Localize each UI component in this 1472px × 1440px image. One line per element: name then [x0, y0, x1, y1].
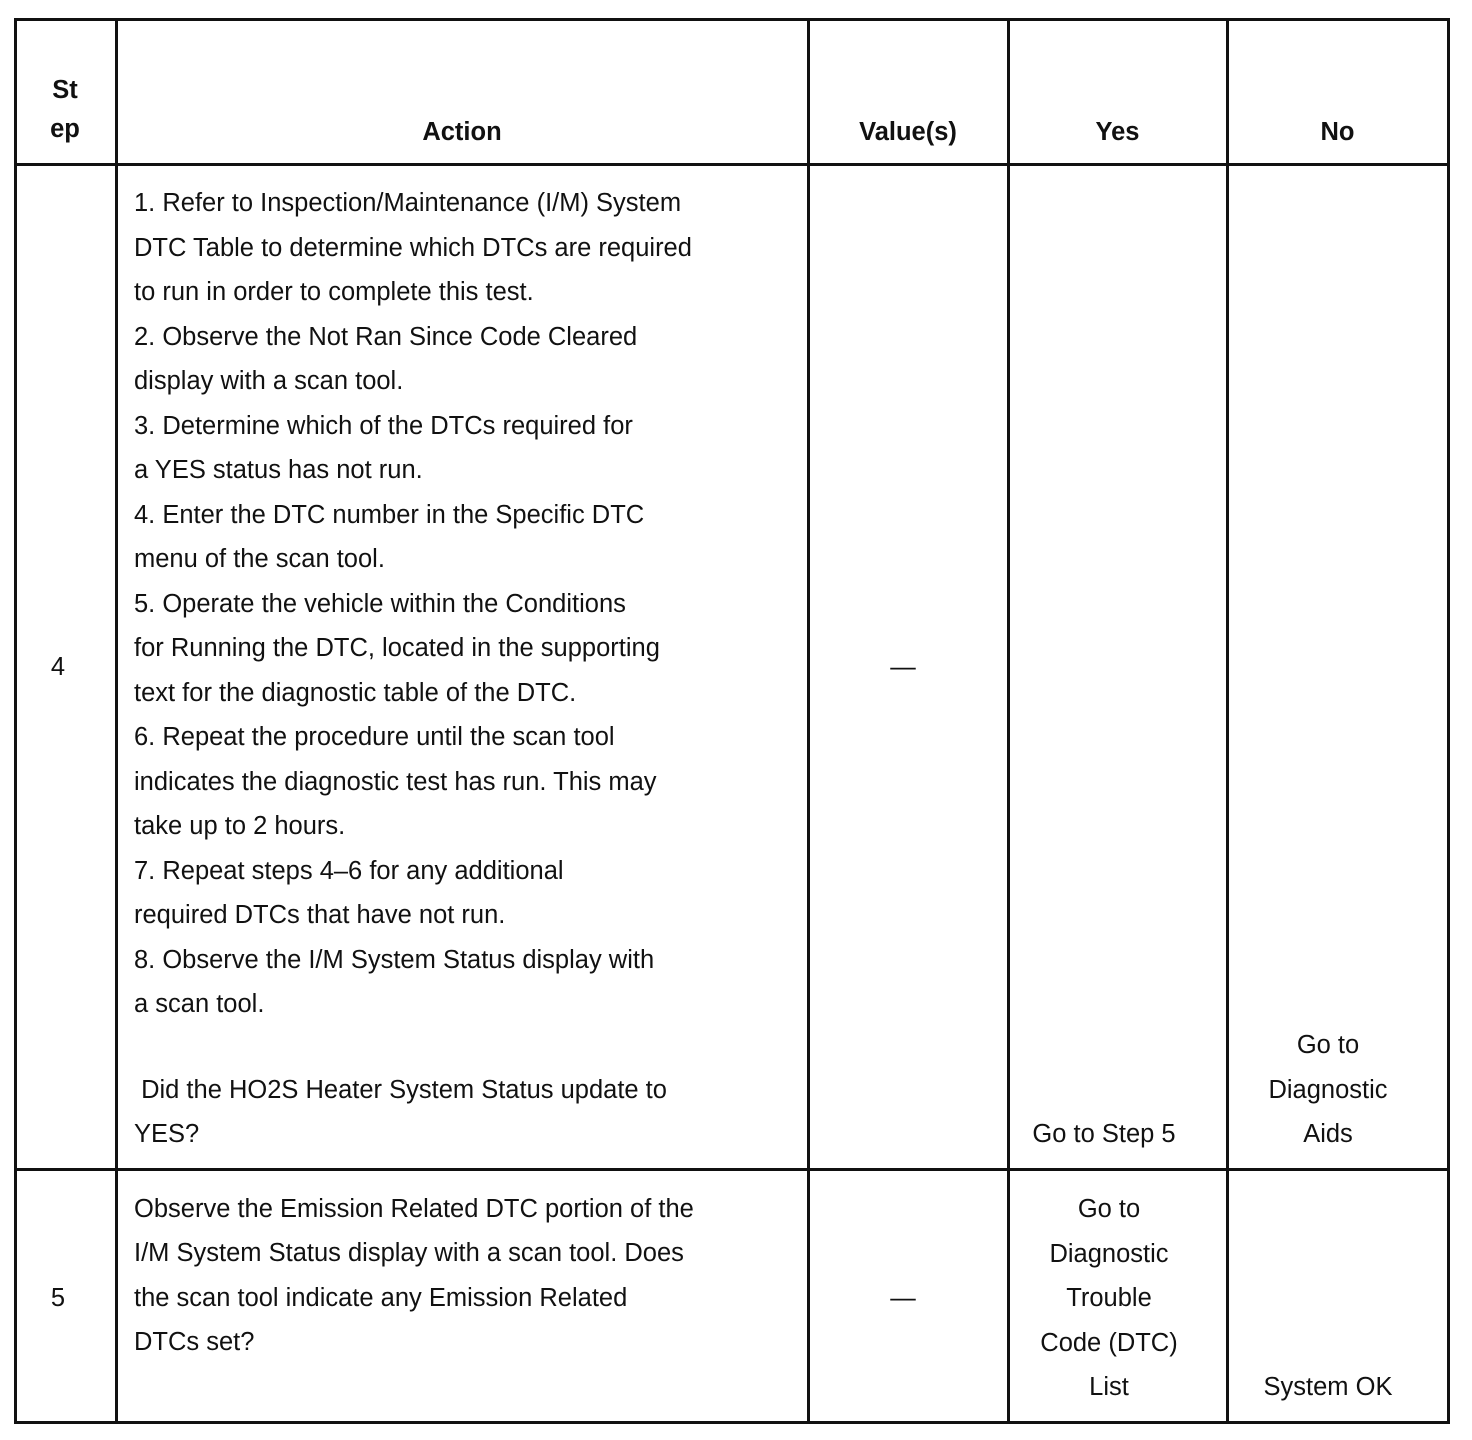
header-yes: Yes [1095, 118, 1140, 146]
row-5-yes [1009, 1187, 1209, 1410]
row-4-no [1228, 1023, 1428, 1157]
row-divider [14, 1168, 1450, 1171]
action-line: the scan tool indicate any Emission Related [134, 1284, 628, 1312]
action-line: a scan tool. [134, 990, 265, 1018]
header-divider [14, 163, 1450, 166]
header-values: Value(s) [859, 118, 957, 146]
action-line: text for the diagnostic table of the DTC. [134, 679, 577, 707]
yes-line: Diagnostic [1049, 1239, 1169, 1268]
row-5-value: — [890, 1284, 916, 1312]
yes-line: Go to [1077, 1195, 1141, 1223]
column-divider-action [807, 18, 810, 1424]
table-border-top [14, 18, 1450, 21]
action-line: 6. Repeat the procedure until the scan tool [134, 723, 615, 751]
action-line: 1. Refer to Inspection/Maintenance (I/M) System [134, 189, 682, 217]
column-divider-yes [1226, 18, 1229, 1424]
action-question-line: YES? [134, 1120, 200, 1148]
row-step-5: 5 [50, 1284, 66, 1312]
action-line: required DTCs that have not run. [134, 901, 506, 929]
action-line: take up to 2 hours. [134, 812, 346, 840]
action-line: 2. Observe the Not Ran Since Code Cleared [134, 323, 638, 351]
header-no: No [1320, 118, 1355, 146]
table-border-left [14, 18, 17, 1424]
row-step-4: 4 [50, 653, 66, 681]
action-line: indicates the diagnostic test has run. This may [134, 768, 657, 796]
action-line: 5. Operate the vehicle within the Conditions [134, 590, 626, 618]
action-line: for Running the DTC, located in the supporting [134, 634, 660, 662]
action-line: I/M System Status display with a scan tool. Does [134, 1239, 684, 1267]
no-line: Aids [1303, 1120, 1353, 1148]
header-step [16, 71, 114, 149]
row-4-yes [1009, 1112, 1199, 1157]
action-question-line: Did the HO2S Heater System Status update to [134, 1076, 667, 1104]
table-border-bottom [14, 1421, 1450, 1424]
header-step-line-1: St [52, 76, 78, 104]
action-line: Observe the Emission Related DTC portion of the [134, 1195, 694, 1223]
action-line: 8. Observe the I/M System Status display with [134, 946, 655, 974]
row-5-no [1228, 1365, 1428, 1410]
yes-line: List [1089, 1373, 1129, 1401]
yes-line: Go to Step 5 [1032, 1120, 1176, 1148]
action-line: a YES status has not run. [134, 456, 423, 484]
header-action: Action [422, 118, 502, 146]
no-line: Diagnostic [1268, 1075, 1388, 1104]
yes-line: Trouble [1066, 1284, 1152, 1312]
action-line: 7. Repeat steps 4–6 for any additional [134, 857, 564, 885]
action-line: menu of the scan tool. [134, 545, 385, 573]
column-divider-step [115, 18, 118, 1424]
action-line: to run in order to complete this test. [134, 278, 534, 306]
table-border-right [1447, 18, 1450, 1424]
no-line: System OK [1263, 1373, 1393, 1401]
no-line: Go to [1296, 1031, 1360, 1059]
yes-line: Code (DTC) [1040, 1328, 1178, 1357]
action-line: 3. Determine which of the DTCs required for [134, 412, 633, 440]
action-line: DTC Table to determine which DTCs are required [134, 234, 692, 262]
row-4-value: — [890, 653, 916, 681]
action-line: DTCs set? [134, 1328, 255, 1356]
action-line: display with a scan tool. [134, 367, 404, 395]
action-line: 4. Enter the DTC number in the Specific DTC [134, 501, 645, 529]
header-step-line-2: ep [50, 115, 80, 143]
